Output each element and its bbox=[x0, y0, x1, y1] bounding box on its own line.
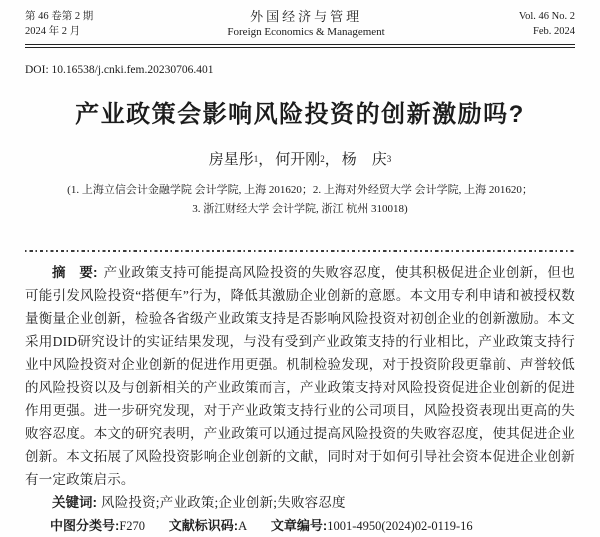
affiliations bbox=[25, 181, 575, 219]
author bbox=[275, 152, 325, 168]
abstract-divider-top bbox=[25, 250, 575, 252]
journal-name-en: Foreign Economics & Management bbox=[227, 26, 385, 38]
abstract-label: 摘 要: bbox=[52, 264, 98, 280]
author-name: 房星彤 bbox=[208, 152, 254, 168]
issue-info-en bbox=[519, 9, 575, 39]
issue-volume-cn: 第 46 卷第 2 期 bbox=[25, 11, 94, 22]
article-title: 产业政策会影响风险投资的创新激励吗? bbox=[75, 101, 525, 128]
author-affiliation-marker: 1 bbox=[253, 154, 259, 164]
author-affiliation-marker: 2 bbox=[320, 154, 325, 164]
doc-code-value: A bbox=[238, 518, 248, 533]
author-separator: ， bbox=[324, 152, 340, 168]
affiliation-line: 3. 浙江财经大学 会计学院, 浙江 杭州 310018) bbox=[192, 203, 408, 215]
abstract-paragraph bbox=[25, 261, 575, 491]
author-affiliation-marker: 3 bbox=[386, 154, 392, 164]
journal-name bbox=[93, 9, 519, 39]
clc-label: 中图分类号: bbox=[50, 517, 120, 533]
author-name: 杨 庆 bbox=[341, 152, 387, 168]
classification-line bbox=[25, 515, 575, 537]
author-name: 何开刚 bbox=[275, 152, 321, 168]
authors-line bbox=[25, 151, 575, 170]
header-divider bbox=[25, 44, 575, 48]
keywords-text: 风险投资;产业政策;企业创新;失败容忍度 bbox=[101, 494, 346, 510]
doi-line: DOI: 10.16538/j.cnki.fem.20230706.401 bbox=[25, 64, 214, 76]
keywords-line bbox=[25, 492, 575, 514]
keywords-label: 关键词: bbox=[52, 494, 97, 510]
doc-code-label: 文献标识码: bbox=[168, 517, 239, 533]
clc-value: F270 bbox=[119, 518, 146, 533]
journal-header bbox=[25, 9, 575, 39]
abstract-text: 产业政策支持可能提高风险投资的失败容忍度，使其积极促进企业创新，但也可能引发风险投资“搭便车”行为，降低其激励企业创新的意愿。本文用专利申请和被授权数量衡量企业创新，检验各省级产业政策支持是否影响风险投资对初创企业的创新激励。本文采用DID研究设计的实证结果发现，与没有受到产业政策支持的行业相比，产业政策支持行业中风险投资对企业创新的促进作用更强。机制检验发现，对于投资阶段更靠前、声誉较低的风险投资以及与创新相关的产业政策而言，产业政策支持对风险投资促进企业创新的促进作用更强。进一步研究发现，对于产业政策支持行业的公司项目，风险投资表现出更高的失败容忍度。本文的研究表明，产业政策可以通过提高风险投资的失败容忍度，使其促进企业创新。本文拓展了风险投资影响企业创新的文献，同时对于如何引导社会资本促进企业创新有一定政策启示。 bbox=[25, 264, 575, 487]
article-id-value: 1001-4950(2024)02-0119-16 bbox=[327, 518, 473, 533]
affiliation-line: (1. 上海立信会计金融学院 会计学院, 上海 201620；2. 上海对外经贸大学 会计学院, 上海 201620； bbox=[67, 184, 533, 196]
author bbox=[209, 152, 259, 168]
issue-date-cn: 2024 年 2 月 bbox=[25, 26, 81, 37]
article-id-label: 文章编号: bbox=[270, 517, 328, 533]
issue-date-en: Feb. 2024 bbox=[533, 26, 575, 37]
issue-info-cn bbox=[25, 9, 93, 39]
issue-volume-en: Vol. 46 No. 2 bbox=[518, 11, 575, 22]
journal-name-cn: 外国经济与管理 bbox=[250, 9, 363, 24]
author bbox=[342, 152, 392, 168]
author-separator: ， bbox=[258, 152, 274, 168]
